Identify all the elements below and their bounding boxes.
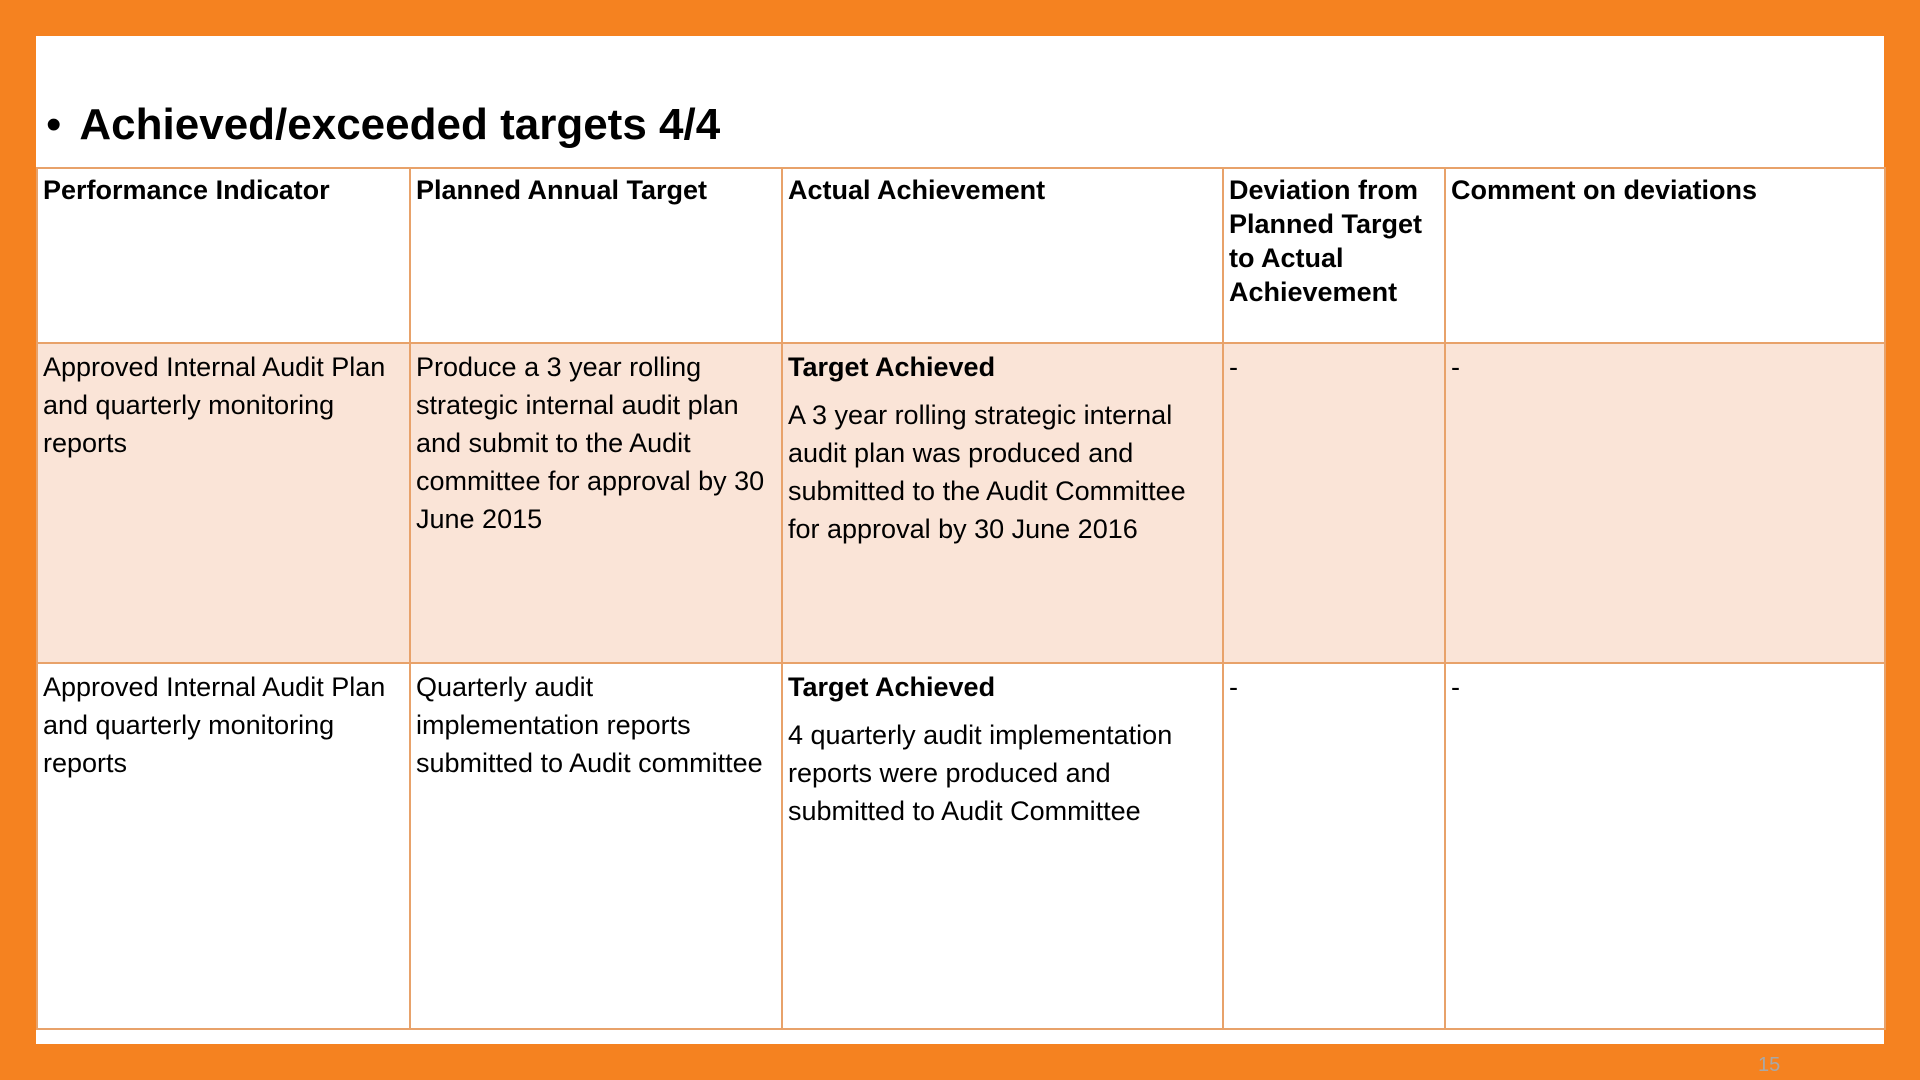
cell-comment: - bbox=[1445, 343, 1885, 663]
bullet-marker: • bbox=[46, 100, 62, 149]
header-row bbox=[37, 168, 1885, 343]
table-row bbox=[37, 343, 1885, 663]
cell-deviation: - bbox=[1223, 343, 1445, 663]
header-deviation: Deviation from Planned Target to Actual Achievement bbox=[1223, 168, 1445, 343]
slide bbox=[36, 36, 1884, 1076]
cell-deviation: - bbox=[1223, 663, 1445, 1029]
cell-comment: - bbox=[1445, 663, 1885, 1029]
cell-target: Produce a 3 year rolling strategic internal audit plan and submit to the Audit committee for approval by 30 June 2015 bbox=[410, 343, 782, 663]
cell-achievement bbox=[782, 663, 1223, 1029]
title-text: Achieved/exceeded targets 4/4 bbox=[79, 100, 721, 149]
cell-indicator: Approved Internal Audit Plan and quarterly monitoring reports bbox=[37, 343, 410, 663]
cell-achievement bbox=[782, 343, 1223, 663]
cell-target: Quarterly audit implementation reports submitted to Audit committee bbox=[410, 663, 782, 1029]
achievement-text: A 3 year rolling strategic internal audit plan was produced and submitted to the Audit Committee for approval by 30 June 2016 bbox=[788, 400, 1186, 544]
header-planned-annual-target: Planned Annual Target bbox=[410, 168, 782, 343]
page-number: 15 bbox=[1758, 1054, 1781, 1076]
achievement-text: 4 quarterly audit implementation reports were produced and submitted to Audit Committee bbox=[788, 720, 1173, 826]
header-comment: Comment on deviations bbox=[1445, 168, 1885, 343]
status-label: Target Achieved bbox=[788, 672, 996, 702]
header-actual-achievement: Actual Achievement bbox=[782, 168, 1223, 343]
cell-indicator: Approved Internal Audit Plan and quarterly monitoring reports bbox=[37, 663, 410, 1029]
header-performance-indicator: Performance Indicator bbox=[37, 168, 410, 343]
table-row bbox=[37, 663, 1885, 1029]
status-label: Target Achieved bbox=[788, 352, 996, 382]
performance-table bbox=[36, 167, 1886, 1030]
slide-title bbox=[46, 100, 720, 150]
